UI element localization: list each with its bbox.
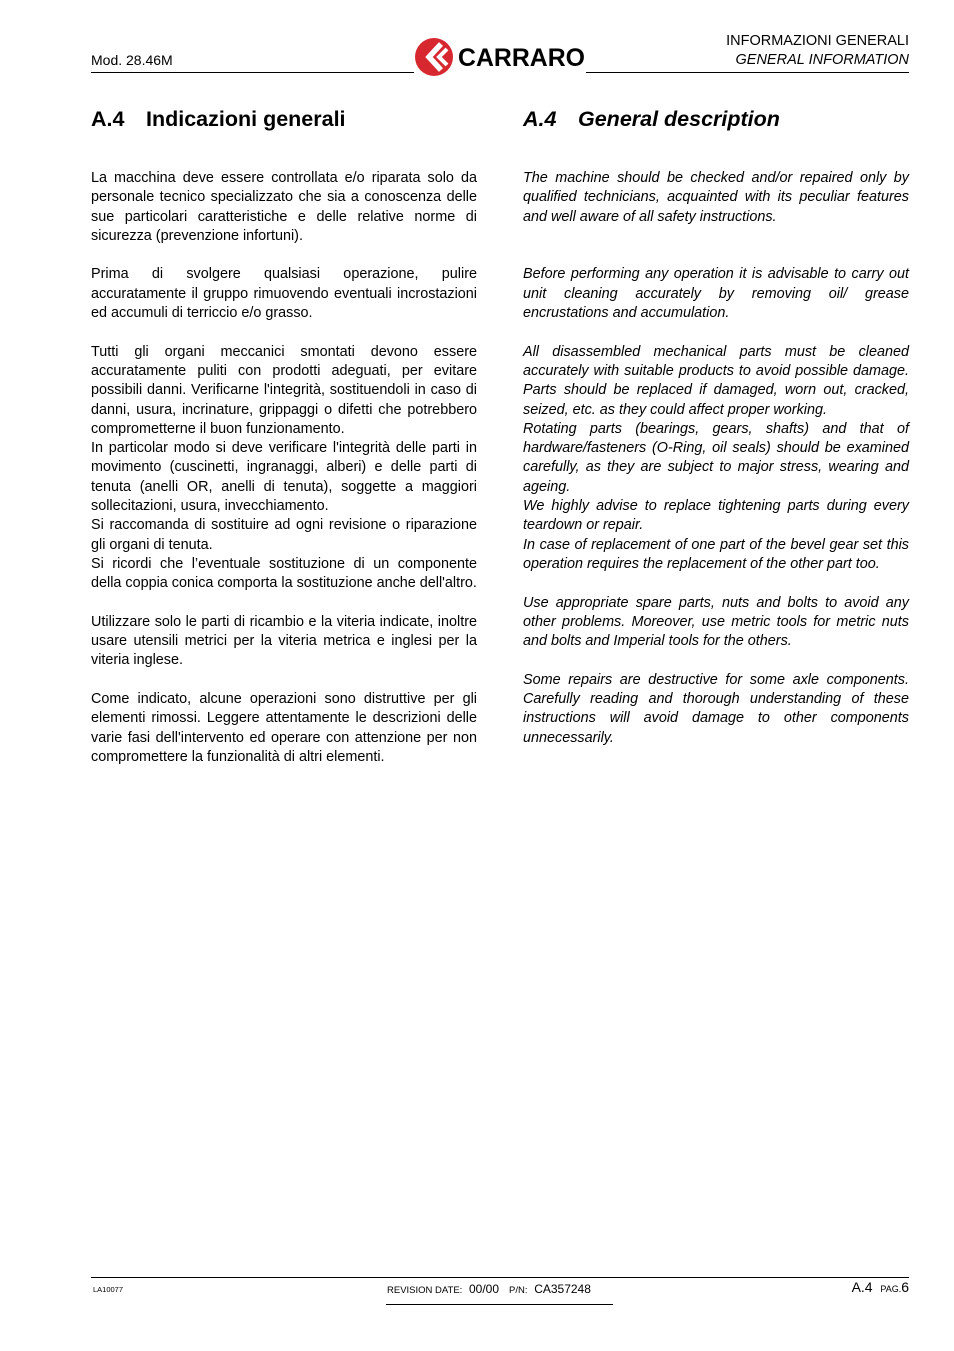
english-title-text: General description — [578, 107, 780, 131]
english-paragraph-5: We highly advise to replace tightening parts during every teardown or repair. — [523, 498, 909, 534]
header-rule-right — [586, 72, 909, 73]
english-paragraph-8: Some repairs are destructive for some axle components. Carefully reading and thorough understanding of these instructions will avoid damage to other components unnecessarily. — [523, 671, 909, 746]
footer-section: A.4 — [851, 1279, 873, 1295]
header-rule-left — [91, 72, 414, 73]
english-title — [523, 105, 909, 133]
english-paragraph-7: Use appropriate spare parts, nuts and bolts to avoid any other problems. Moreover, use metric tools for metric nuts and bolts and Imperial tools for the others. — [523, 594, 909, 650]
page-label: PAG. — [880, 1284, 902, 1294]
model-label: Mod. 28.46M — [91, 52, 173, 68]
carraro-logo-mark — [414, 36, 586, 78]
section-header-it: INFORMAZIONI GENERALI — [726, 33, 909, 49]
revision-date-value: 00/00 — [468, 1282, 500, 1296]
logo-wordmark: CARRARO — [458, 44, 585, 72]
carraro-logo — [414, 36, 586, 78]
italian-paragraph-5: Si raccomanda di sostituire ad ogni revisione o riparazione gli organi di tenuta. — [91, 517, 477, 553]
english-paragraph-4: Rotating parts (bearings, gears, shafts) and that of hardware/fasteners (O-Ring, oil seals) should be examined carefully, as they are subject to major stress, wearing and ageing. — [523, 420, 909, 495]
footer-rule — [91, 1277, 909, 1278]
page-number: 6 — [901, 1279, 909, 1295]
english-paragraph-1: The machine should be checked and/or repaired only by qualified technicians, acquainted with its peculiar features and well aware of all safety instructions. — [523, 170, 909, 225]
italian-title-text: Indicazioni generali — [146, 107, 346, 131]
italian-paragraph-4: In particolar modo si deve verificare l'integrità delle parti in movimento (cuscinetti, ingranaggi, alberi) e delle parti di tenuta (anelli OR, anelli di tenuta), soggette a maggiori sollecitazioni, usura, invecchiamento. — [91, 440, 477, 515]
revision-rule — [386, 1304, 613, 1305]
document-code: LA10077 — [93, 1285, 124, 1294]
page-info — [852, 1279, 909, 1295]
italian-paragraph-7: Utilizzare solo le parti di ricambio e la viteria indicate, inoltre usare utensili metrici per la viteria metrica e inglesi per la viteria inglese. — [91, 613, 477, 669]
italian-column — [91, 105, 477, 767]
italian-paragraph-2: Prima di svolgere qualsiasi operazione, pulire accuratamente il gruppo rimuovendo eventuali incrostazioni ed accumuli di terriccio e/o grasso. — [91, 266, 477, 322]
italian-body — [91, 169, 477, 767]
english-body — [523, 169, 909, 748]
english-paragraph-3: All disassembled mechanical parts must be cleaned accurately with suitable products to avoid possible damage. Parts should be replaced if damaged, worn out, cracked, seized, etc. as they could affect proper working. — [523, 343, 909, 418]
italian-paragraph-3: Tutti gli organi meccanici smontati devono essere accuratamente puliti con prodotti adeguati, per evitare possibili danni. Verificarne l'integrità, sostituendoli in caso di danni, usura, incrinature, grippaggi o difetti che potrebbero comprometterne il buon funzionamento. — [91, 343, 477, 437]
english-paragraph-2: Before performing any operation it is advisable to carry out unit cleaning accurately by removing oil/ grease encrustations and accumulation. — [523, 266, 909, 322]
logo-emblem-circle — [415, 38, 453, 76]
part-number-label: P/N: — [509, 1285, 528, 1296]
english-section-number: A.4 — [523, 107, 557, 131]
english-paragraph-6: In case of replacement of one part of the bevel gear set this operation requires the replacement of the other part too. — [523, 536, 909, 572]
italian-paragraph-6: Si ricordi che l’eventuale sostituzione di un componente della coppia conica comporta la sostituzione anche dell'altro. — [91, 555, 477, 592]
revision-info — [387, 1282, 591, 1296]
revision-date-label: REVISION DATE: — [387, 1285, 463, 1296]
section-header-en: GENERAL INFORMATION — [735, 52, 909, 68]
italian-title — [91, 105, 477, 133]
italian-paragraph-1: La macchina deve essere controllata e/o riparata solo da personale tecnico specializzato che sia a conoscenza delle sue particolari caratteristiche e delle relative norme di sicurezza (prevenzione infortuni). — [91, 170, 477, 244]
part-number-value: CA357248 — [534, 1282, 591, 1296]
italian-paragraph-8: Come indicato, alcune operazioni sono distruttive per gli elementi rimossi. Leggere attentamente le descrizioni delle varie fasi dell'intervento ed operare con attenzione per non compromettere la funzionalità di altri elementi. — [91, 691, 477, 765]
italian-section-number: A.4 — [91, 107, 125, 131]
english-column — [523, 105, 909, 748]
